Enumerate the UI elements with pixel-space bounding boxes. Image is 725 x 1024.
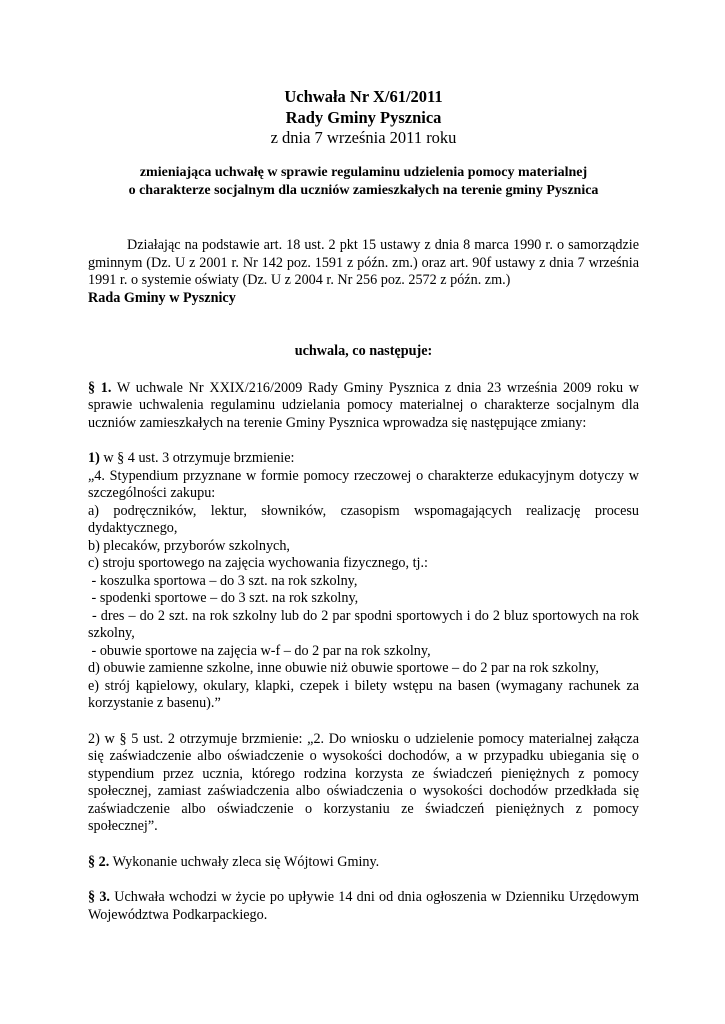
change-1-line: - spodenki sportowe – do 3 szt. na rok szkolny,: [88, 590, 359, 606]
resolution-date: z dnia 7 września 2011 roku: [270, 128, 457, 147]
preamble-council: Rada Gminy w Pysznicy: [88, 289, 236, 306]
section-1-label: § 1.: [88, 379, 112, 396]
resolution-number: Uchwała Nr X/61/2011: [284, 87, 443, 106]
section-2: [88, 854, 639, 872]
resolves-heading: uchwala, co następuje:: [294, 343, 433, 359]
section-3-text: Uchwała wchodzi w życie po upływie 14 dni od dnia ogłoszenia w Dzienniku Urzędowym Województwa Podkarpackiego.: [88, 889, 640, 923]
change-1-line: c) stroju sportowego na zajęcia wychowania fizycznego, tj.:: [88, 555, 428, 571]
change-1-line: „4. Stypendium przyznane w formie pomocy rzeczowej o charakterze edukacyjnym dotyczy w szczególności zakupu:: [88, 467, 639, 501]
change-1-label: 1): [88, 450, 100, 466]
section-3-label: § 3.: [88, 889, 110, 905]
change-1-line: e) strój kąpielowy, okulary, klapki, czepek i bilety wstępu na basen (wymagany rachunek za korzystanie z basenu).”: [88, 677, 639, 711]
section-2-label: § 2.: [88, 853, 110, 870]
change-2: 2) w § 5 ust. 2 otrzymuje brzmienie: „2. Do wniosku o udzielenie pomocy materialnej załącza się zaświadczenie albo oświadczenie o wysokości dochodów, a w przypadku ubiegania się o stypendium przez ucznia, którego rodzina korzysta ze świadczeń pieniężnych z pomocy społecznej, zamiast zaświadczenia albo oświadczenia o wysokości dochodów przedkłada się zaświadczenie albo oświadczenie o korzystaniu ze świadczeń pieniężnych z pomocy społecznej”.: [88, 730, 639, 834]
change-1-line: d) obuwie zamienne szkolne, inne obuwie niż obuwie sportowe – do 2 par na rok szkolny,: [88, 660, 599, 676]
preamble-text: Działając na podstawie art. 18 ust. 2 pkt 15 ustawy z dnia 8 marca 1990 r. o samorządzie gminnym (Dz. U z 2001 r. Nr 142 poz. 1591 z późn. zm.) oraz art. 90f ustawy z dnia 7 września 1991 r. o systemie oświaty (Dz. U z 2004 r. Nr 256 poz. 2572 z późn. zm.): [88, 237, 639, 288]
change-1-line: - koszulka sportowa – do 3 szt. na rok szkolny,: [88, 572, 358, 589]
council-name: Rady Gminy Pysznica: [285, 108, 442, 127]
resolution-subject: [88, 164, 639, 199]
section-2-text: Wykonanie uchwały zleca się Wójtowi Gminy.: [109, 853, 380, 870]
section-1: [88, 380, 639, 433]
subject-line-2: o charakterze socjalnym dla uczniów zamieszkałych na terenie gminy Pysznica: [128, 182, 599, 198]
subject-line-1: zmieniająca uchwałę w sprawie regulaminu udzielenia pomocy materialnej: [139, 165, 588, 180]
section-1-text: W uchwale Nr XXIX/216/2009 Rady Gminy Pysznica z dnia 23 września 2009 roku w sprawie uchwalenia regulaminu udzielania pomocy materialnej o charakterze socjalnym dla uczniów zamieszkałych na terenie Gminy Pysznica wprowadza się następujące zmiany:: [88, 379, 639, 431]
section-3: [88, 889, 639, 924]
change-1: [88, 450, 643, 713]
document-page: [88, 86, 643, 924]
change-1-line: - dres – do 2 szt. na rok szkolny lub do 2 par spodni sportowych i do 2 bluz sportowych na rok szkolny,: [88, 607, 643, 641]
change-1-line: a) podręczników, lektur, słowników, czasopism wspomagających realizację procesu dydaktycznego,: [88, 502, 639, 536]
change-1-line: - obuwie sportowe na zajęcia w-f – do 2 par na rok szkolny,: [88, 642, 431, 659]
change-1-intro: w § 4 ust. 3 otrzymuje brzmienie:: [99, 450, 295, 466]
change-1-line: b) plecaków, przyborów szkolnych,: [88, 537, 290, 554]
